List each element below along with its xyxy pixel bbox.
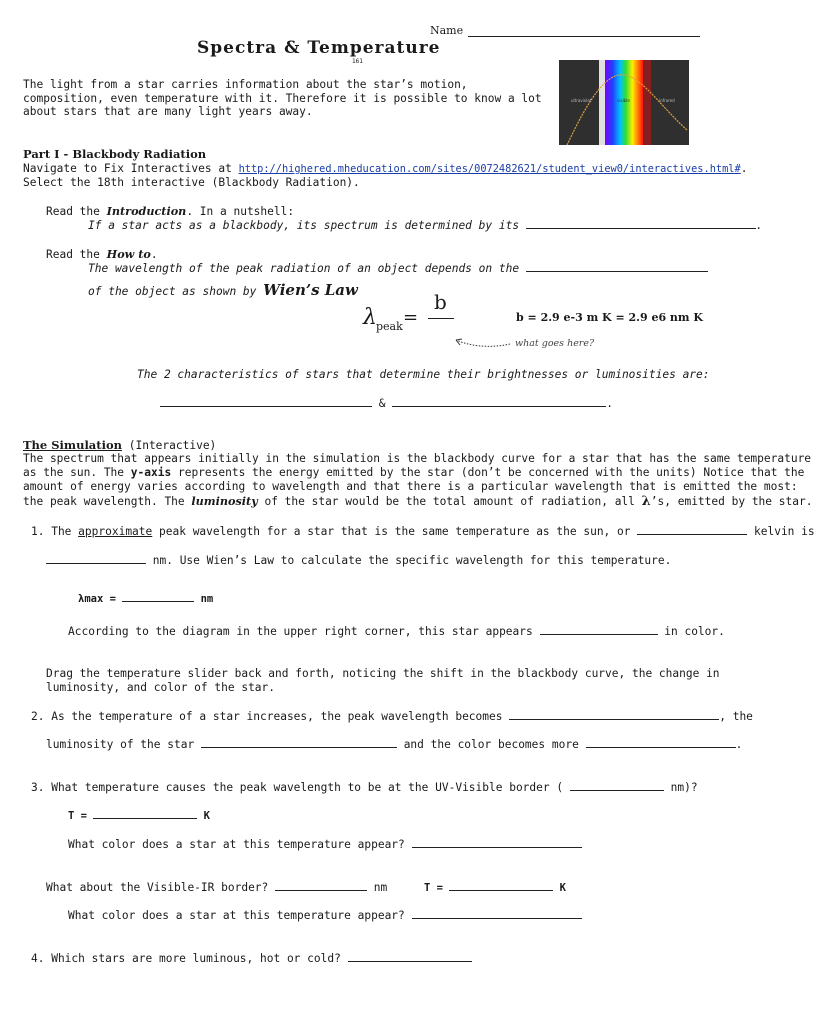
q1-nm-blank[interactable] [46, 553, 146, 564]
uv-label: ultraviolet [571, 98, 592, 103]
q2-line-2: luminosity of the star and the color becomes more . [46, 738, 743, 751]
interactives-link[interactable]: http://highered.mheducation.com/sites/0072482621/student_view0/interactives.html# [238, 163, 741, 175]
q2-color-blank[interactable] [586, 737, 736, 748]
sim-line-2: as the sun. The y-axis represents the energy emitted by the star (don’t be concerned with the units) Notice that the [23, 466, 805, 479]
what-goes-here: what goes here? [515, 338, 595, 349]
sim-line-4: the peak wavelength. The luminosity of the star would be the total amount of radiation, all λ’s, emitted by the star. [23, 494, 813, 509]
q3-color-line: What color does a star at this temperature appear? [68, 837, 582, 851]
arrow-icon [452, 336, 512, 350]
intro-paragraph: The light from a star carries information about the star’s motion, composition, even temperature with it. Therefore it is possible to know a lot about stars that are many light years away. [23, 78, 542, 118]
nutshell-blank[interactable] [526, 218, 756, 229]
q2-luminosity-blank[interactable] [201, 737, 397, 748]
nutshell-line: If a star acts as a blackbody, its spectrum is determined by its . [88, 219, 763, 232]
page-title: Spectra & Temperature [197, 38, 441, 58]
of-object-line: of the object as shown by Wien’s Law [88, 281, 358, 299]
read-howto-line: Read the How to. [46, 247, 158, 261]
blackbody-spectrum-image [559, 60, 689, 145]
characteristic-blank-1[interactable] [160, 396, 372, 407]
wavelength-line: The wavelength of the peak radiation of an object depends on the [88, 261, 708, 275]
spectrum-graphic [559, 60, 689, 145]
q3-nm-blank[interactable] [570, 780, 664, 791]
luminosity-word: luminosity [191, 494, 258, 508]
formula-lambda: λ [363, 305, 377, 330]
q4-line: 4. Which stars are more luminous, hot or cold? [31, 951, 472, 965]
q2-line: 2. As the temperature of a star increases, the peak wavelength becomes , the [31, 710, 753, 723]
ir-line: What about the Visible-IR border? nm [46, 881, 388, 894]
q1-line-2: nm. Use Wien’s Law to calculate the specific wavelength for this temperature. [46, 553, 671, 567]
characteristic-blank-2[interactable] [392, 396, 606, 407]
part1-heading: Part I - Blackbody Radiation [23, 147, 207, 161]
q2-wavelength-blank[interactable] [509, 709, 719, 720]
simulation-heading-line: The Simulation (Interactive) [23, 438, 217, 452]
ir-t-line: T = K [424, 882, 566, 894]
navigate-line: Navigate to Fix Interactives at http://highered.mheducation.com/sites/0072482621/student_view0/interactives.html#. [23, 162, 748, 175]
visible-label: visible [617, 98, 630, 103]
select-line: Select the 18th interactive (Blackbody Radiation). [23, 176, 360, 189]
ir-nm-blank[interactable] [275, 880, 367, 891]
wiens-law: Wien’s Law [263, 281, 358, 299]
lambda-max-blank[interactable] [122, 591, 194, 602]
q3-color-blank[interactable] [412, 837, 582, 848]
sim-line-1: The spectrum that appears initially in the simulation is the blackbody curve for a star that has the same temperature [23, 452, 812, 465]
formula-equals: = [403, 307, 419, 328]
lambda-max-line: λmax = nm [78, 593, 214, 605]
q1-temperature-blank[interactable] [637, 524, 747, 535]
formula-fraction-bar [428, 318, 454, 319]
name-blank[interactable] [468, 26, 700, 37]
characteristics-line: The 2 characteristics of stars that determine their brightnesses or luminosities are: [137, 368, 710, 381]
q3-line: 3. What temperature causes the peak wavelength to be at the UV-Visible border ( nm)? [31, 781, 698, 794]
introduction-word: Introduction [106, 204, 187, 218]
ir-t-blank[interactable] [449, 880, 553, 891]
drag-instruction: Drag the temperature slider back and forth, noticing the shift in the blackbody curve, the change in luminosity, and color of the star. [46, 667, 720, 694]
ir-color-line: What color does a star at this temperature appear? [68, 908, 582, 922]
lambda-symbol: λ [641, 494, 651, 509]
read-intro-line: Read the Introduction. In a nutshell: [46, 204, 295, 218]
q1-line: 1. The approximate peak wavelength for a star that is the same temperature as the sun, or kelvin is [31, 525, 815, 538]
wavelength-blank[interactable] [526, 261, 708, 272]
ir-label: infrared [659, 98, 675, 103]
diagram-line: According to the diagram in the upper right corner, this star appears in color. [68, 625, 725, 638]
color-blank[interactable] [540, 624, 658, 635]
formula-b: b [434, 290, 447, 314]
b-value: b = 2.9 e-3 m K = 2.9 e6 nm K [516, 311, 703, 324]
q4-blank[interactable] [348, 951, 472, 962]
q3-t-blank[interactable] [93, 808, 197, 819]
formula-peak: peak [376, 320, 403, 333]
ir-color-blank[interactable] [412, 908, 582, 919]
simulation-heading: The Simulation [23, 438, 122, 452]
name-label: Name [430, 24, 464, 37]
navigate-prefix: Navigate to Fix Interactives at [23, 162, 232, 175]
lambda-max-label: λmax = [78, 593, 116, 605]
characteristics-blanks: & . [160, 396, 613, 410]
y-axis-word: y-axis [130, 466, 172, 479]
approximate-word: approximate [78, 525, 153, 538]
page-number: 161 [352, 58, 363, 65]
sim-line-3: amount of energy varies according to wavelength and that there is a particular wavelength that is emitted the most: [23, 480, 798, 493]
howto-word: How to [106, 247, 151, 261]
q3-t-line: T = K [68, 810, 210, 822]
